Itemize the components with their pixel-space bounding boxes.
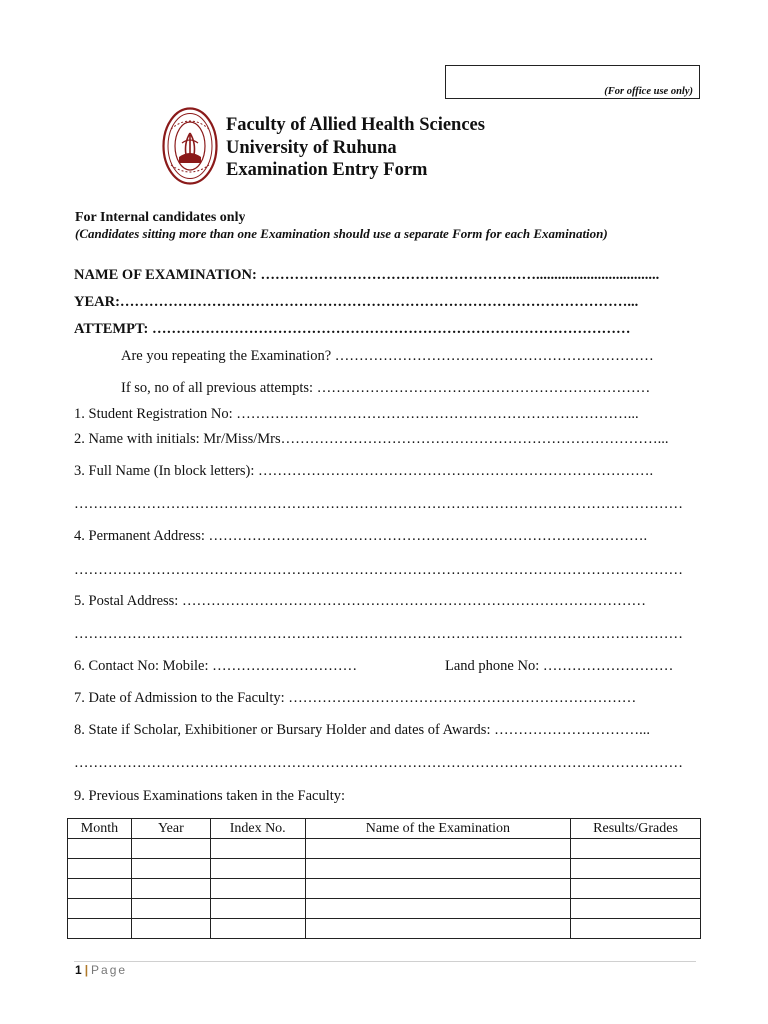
year-field[interactable]: YEAR:……………………………………………………………………………………………...: [74, 294, 639, 310]
attempt-field[interactable]: ATTEMPT: ………………………………………………………………………………………: [74, 321, 631, 337]
name-of-examination-field[interactable]: NAME OF EXAMINATION: …………………………………………………..................................: [74, 267, 660, 283]
table-cell[interactable]: [131, 899, 210, 919]
postal-address-field[interactable]: 5. Postal Address: ……………………………………………………………………………………: [74, 593, 646, 609]
table-cell[interactable]: [210, 839, 305, 859]
office-use-box: [445, 65, 700, 99]
table-cell[interactable]: [305, 919, 570, 939]
column-header-exam-name: Name of the Examination: [305, 819, 570, 839]
previous-exams-table: [67, 818, 701, 939]
full-name-continued-field[interactable]: ………………………………………………………………………………………………………………: [74, 496, 683, 512]
table-cell[interactable]: [305, 899, 570, 919]
registration-no-field[interactable]: 1. Student Registration No: ………………………………………………………………………...: [74, 406, 639, 422]
table-cell[interactable]: [210, 879, 305, 899]
table-cell[interactable]: [68, 879, 132, 899]
scholar-continued-field[interactable]: ………………………………………………………………………………………………………………: [74, 755, 683, 771]
previous-attempts-field[interactable]: If so, no of all previous attempts: ……………………………………………………………: [121, 380, 651, 396]
office-use-label: (For office use only): [604, 86, 693, 97]
form-title: Examination Entry Form: [226, 160, 428, 180]
university-title: University of Ruhuna: [226, 138, 397, 158]
postal-address-continued-field[interactable]: ………………………………………………………………………………………………………………: [74, 626, 683, 642]
permanent-address-field[interactable]: 4. Permanent Address: ……………………………………………………………………………….: [74, 528, 648, 544]
table-row: [68, 859, 701, 879]
column-header-year: Year: [131, 819, 210, 839]
page-word: Page: [91, 963, 128, 977]
page-number: 1: [75, 963, 82, 977]
table-cell[interactable]: [68, 839, 132, 859]
notice-internal: For Internal candidates only: [75, 210, 246, 225]
name-with-initials-field[interactable]: 2. Name with initials: Mr/Miss/Mrs……………………………………………………………………...: [74, 431, 669, 447]
table-cell[interactable]: [131, 859, 210, 879]
footer-divider: [74, 961, 696, 962]
table-cell[interactable]: [210, 899, 305, 919]
table-cell[interactable]: [131, 919, 210, 939]
column-header-month: Month: [68, 819, 132, 839]
table-cell[interactable]: [68, 899, 132, 919]
faculty-title: Faculty of Allied Health Sciences: [226, 115, 485, 135]
table-cell[interactable]: [305, 839, 570, 859]
table-cell[interactable]: [68, 919, 132, 939]
mobile-field[interactable]: 6. Contact No: Mobile: …………………………: [74, 658, 358, 674]
notice-separate-form: (Candidates sitting more than one Examination should use a separate Form for each Examination): [75, 226, 608, 241]
table-cell[interactable]: [68, 859, 132, 879]
page-footer: [75, 963, 127, 977]
table-cell[interactable]: [571, 839, 701, 859]
permanent-address-continued-field[interactable]: ………………………………………………………………………………………………………………: [74, 562, 683, 578]
table-cell[interactable]: [131, 839, 210, 859]
table-cell[interactable]: [210, 859, 305, 879]
table-cell[interactable]: [571, 859, 701, 879]
table-cell[interactable]: [305, 879, 570, 899]
university-seal-icon: [162, 107, 218, 185]
previous-exams-label: 9. Previous Examinations taken in the Faculty:: [74, 788, 346, 804]
repeating-exam-field[interactable]: Are you repeating the Examination? …………………………………………………………: [121, 348, 654, 364]
scholar-field[interactable]: 8. State if Scholar, Exhibitioner or Bursary Holder and dates of Awards: …………………………...: [74, 722, 650, 738]
table-row: [68, 919, 701, 939]
table-cell[interactable]: [571, 919, 701, 939]
admission-date-field[interactable]: 7. Date of Admission to the Faculty: ………………………………………………………………: [74, 690, 637, 706]
table-cell[interactable]: [131, 879, 210, 899]
table-row: [68, 879, 701, 899]
table-cell[interactable]: [305, 859, 570, 879]
column-header-index-no: Index No.: [210, 819, 305, 839]
table-row: [68, 839, 701, 859]
column-header-results: Results/Grades: [571, 819, 701, 839]
land-phone-field[interactable]: Land phone No: ………………………: [445, 658, 674, 674]
full-name-field[interactable]: 3. Full Name (In block letters): ……………………………………………………………………….: [74, 463, 654, 479]
table-header-row: [68, 819, 701, 839]
table-cell[interactable]: [571, 899, 701, 919]
table-cell[interactable]: [210, 919, 305, 939]
table-cell[interactable]: [571, 879, 701, 899]
footer-separator: |: [84, 963, 89, 977]
table-row: [68, 899, 701, 919]
